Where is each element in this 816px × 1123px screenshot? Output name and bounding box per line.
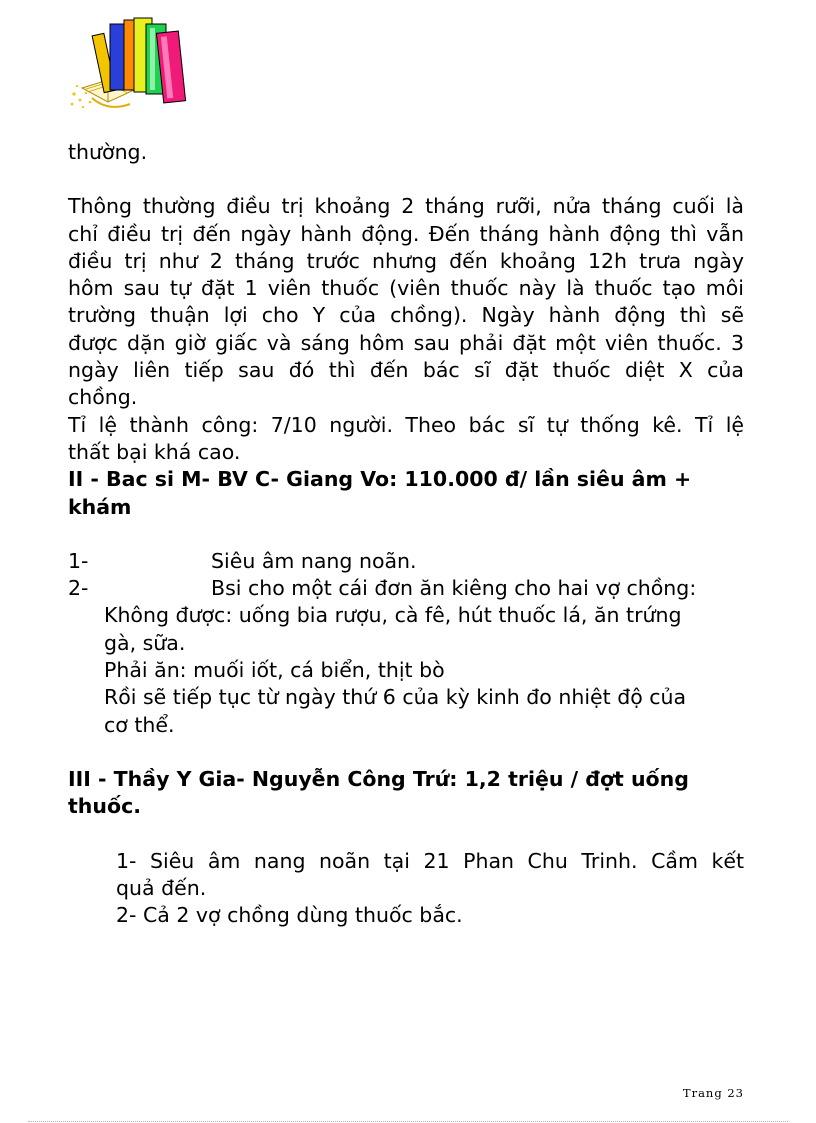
books-icon [68, 14, 188, 112]
text-line: được dặn giờ giấc và sáng hôm sau phải đặt một viên thuốc. 3 [68, 330, 744, 355]
text-line: chỉ điều trị đến ngày hành động. Đến tháng hành động thì vẫn [68, 221, 744, 246]
text-line: chồng. [68, 385, 138, 410]
section-heading-ii [68, 466, 744, 521]
paragraph-treatment [68, 193, 744, 411]
text-line: quả đến. [116, 875, 207, 900]
list-item [68, 548, 744, 575]
text-line: ngày liên tiếp sau đó thì đến bác sĩ đặt thuốc diệt X của [68, 358, 744, 383]
heading-line: khám [68, 494, 132, 519]
list-number: 1- [68, 548, 89, 573]
list-number: 2- [68, 576, 89, 601]
text-line: gà, sữa. [104, 630, 186, 655]
text-line: trường thuận lợi cho Y của chồng). Ngày hành động thì sẽ [68, 303, 744, 328]
text-line: thất bại khá cao. [68, 439, 241, 464]
text-line: cơ thể. [104, 712, 175, 737]
document-body [68, 139, 744, 929]
text-line: hôm sau tự đặt 1 viên thuốc (viên thuốc này là thuốc tạo môi [68, 276, 744, 301]
text-line: Không được: uống bia rượu, cà fê, hút thuốc lá, ăn trứng [104, 603, 682, 628]
text-line: 1- Siêu âm nang noãn tại 21 Phan Chu Trinh. Cầm kết [116, 848, 744, 873]
list-text: Bsi cho một cái đơn ăn kiêng cho hai vợ chồng: [211, 576, 697, 601]
heading-line: III - Thầy Y Gia- Nguyễn Công Trứ: 1,2 triệu / đợt uống [68, 766, 689, 791]
paragraph-success-rate [68, 412, 744, 467]
text-line: điều trị như 2 tháng trước nhưng đến khoảng 12h trưa ngày [68, 248, 744, 273]
page-number: Trang 23 [682, 1086, 744, 1100]
text-line: Rồi sẽ tiếp tục từ ngày thứ 6 của kỳ kinh đo nhiệt độ của [104, 685, 687, 710]
list-text: Siêu âm nang noãn. [211, 548, 417, 573]
heading-line: thuốc. [68, 794, 142, 819]
text-line: Tỉ lệ thành công: 7/10 người. Theo bác sĩ tự thống kê. Tỉ lệ [68, 412, 744, 437]
list-section-iii [68, 848, 744, 930]
text-line: 2- Cả 2 vợ chồng dùng thuốc bắc. [116, 903, 463, 928]
text-line: Thông thường điều trị khoảng 2 tháng rưỡi, nửa tháng cuối là [68, 194, 744, 219]
list-item [68, 575, 744, 602]
heading-line: II - Bac si M- BV C- Giang Vo: 110.000 đ/ lần siêu âm + [68, 467, 692, 492]
footer-divider [28, 1121, 788, 1122]
diet-details [68, 602, 744, 738]
section-heading-iii [68, 766, 744, 821]
paragraph-continuation: thường. [68, 140, 148, 164]
text-line: Phải ăn: muối iốt, cá biển, thịt bò [104, 658, 445, 683]
